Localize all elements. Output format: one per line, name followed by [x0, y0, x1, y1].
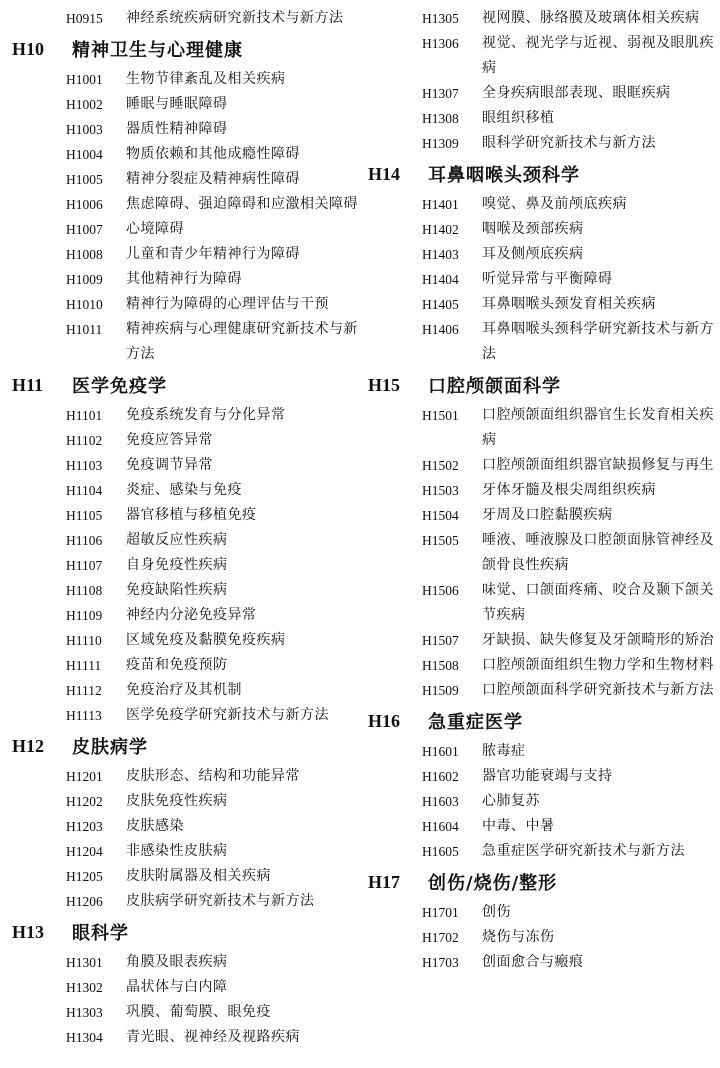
list-item [12, 578, 362, 603]
item-name: 耳及侧颅底疾病 [482, 246, 584, 262]
item-code: H1003 [66, 122, 103, 137]
item-code: H1602 [422, 769, 459, 784]
item-code: H1002 [66, 97, 103, 112]
list-item [12, 1025, 362, 1050]
item-name: 口腔颅颌面科学研究新技术与新方法 [482, 682, 714, 698]
item-code: H1605 [422, 844, 459, 859]
item-code: H1103 [66, 458, 103, 473]
list-item [368, 131, 714, 156]
list-item [12, 6, 362, 31]
item-code: H1603 [422, 794, 459, 809]
item-code: H1007 [66, 222, 103, 237]
section-code: H15 [368, 374, 401, 395]
list-item [368, 217, 714, 242]
item-name: 免疫治疗及其机制 [126, 682, 242, 698]
item-code: H1206 [66, 894, 103, 909]
section-h12 [12, 728, 362, 914]
list-item [12, 628, 362, 653]
item-code: H1403 [422, 247, 459, 262]
item-code: H1204 [66, 844, 103, 859]
list-item [12, 292, 362, 317]
item-name: 咽喉及颈部疾病 [482, 221, 584, 237]
item-name: 儿童和青少年精神行为障碍 [126, 246, 300, 262]
item-name: 精神分裂症及精神病性障碍 [126, 171, 300, 187]
item-code: H1501 [422, 408, 459, 423]
item-name: 牙体牙髓及根尖周组织疾病 [482, 482, 656, 498]
section-title: 皮肤病学 [72, 737, 148, 758]
item-name: 炎症、感染与免疫 [126, 482, 242, 498]
list-item [368, 317, 714, 367]
item-code: H1006 [66, 197, 103, 212]
list-item [12, 217, 362, 242]
item-name: 口腔颅颌面组织器官生长发育相关疾病 [482, 407, 714, 448]
list-item [368, 453, 714, 478]
item-name: 眼组织移植 [482, 110, 555, 126]
list-item [12, 839, 362, 864]
list-item [368, 503, 714, 528]
section-heading [12, 31, 362, 67]
list-item [12, 403, 362, 428]
list-item [368, 739, 714, 764]
item-name: 视觉、视光学与近视、弱视及眼肌疾病 [482, 35, 714, 76]
section-title: 耳鼻咽喉头颈科学 [428, 165, 580, 186]
list-item [12, 428, 362, 453]
item-code: H1401 [422, 197, 459, 212]
section-h10 [12, 31, 362, 367]
item-name: 口腔颅颌面组织生物力学和生物材料 [482, 657, 714, 673]
item-name: 免疫调节异常 [126, 457, 213, 473]
item-code: H1110 [66, 633, 102, 648]
section-h13 [12, 914, 362, 1050]
item-name: 皮肤附属器及相关疾病 [126, 868, 271, 884]
list-item [368, 628, 714, 653]
item-code: H1108 [66, 583, 103, 598]
item-code: H1008 [66, 247, 103, 262]
list-item [12, 889, 362, 914]
list-item [368, 267, 714, 292]
list-item [12, 528, 362, 553]
item-name: 听觉异常与平衡障碍 [482, 271, 613, 287]
item-code: H1502 [422, 458, 459, 473]
item-name: 其他精神行为障碍 [126, 271, 242, 287]
item-name: 嗅觉、鼻及前颅底疾病 [482, 196, 627, 212]
list-item [12, 267, 362, 292]
item-code: H1106 [66, 533, 103, 548]
item-code: H1011 [66, 322, 103, 337]
list-item [368, 653, 714, 678]
item-code: H1308 [422, 111, 459, 126]
section-heading [368, 367, 714, 403]
item-name: 皮肤免疫性疾病 [126, 793, 228, 809]
item-code: H1307 [422, 86, 459, 101]
section-heading [368, 703, 714, 739]
item-code: H1701 [422, 905, 459, 920]
list-item [12, 317, 362, 367]
section-h16 [368, 703, 714, 864]
item-code: H1111 [66, 658, 102, 673]
section-title: 医学免疫学 [72, 376, 167, 397]
item-name: 器官功能衰竭与支持 [482, 768, 613, 784]
section-heading [12, 367, 362, 403]
item-name: 耳鼻咽喉头颈发育相关疾病 [482, 296, 656, 312]
item-code: H1309 [422, 136, 459, 151]
item-code: H1109 [66, 608, 103, 623]
list-item [368, 192, 714, 217]
section-h14 [368, 156, 714, 367]
section-heading [12, 728, 362, 764]
section-code: H17 [368, 871, 401, 892]
list-item [368, 81, 714, 106]
list-item [12, 453, 362, 478]
item-code: H1506 [422, 583, 459, 598]
item-code: H1402 [422, 222, 459, 237]
item-code: H1112 [66, 683, 102, 698]
item-name: 焦虑障碍、强迫障碍和应激相关障碍 [126, 196, 358, 212]
section-title: 创伤/烧伤/整形 [428, 873, 558, 894]
item-code: H1404 [422, 272, 459, 287]
item-code: H1303 [66, 1005, 103, 1020]
item-code: H1005 [66, 172, 103, 187]
list-item [12, 553, 362, 578]
list-item [368, 6, 714, 31]
section-code: H11 [12, 374, 44, 395]
section-h15 [368, 367, 714, 703]
item-name: 精神行为障碍的心理评估与干预 [126, 296, 329, 312]
section-code: H10 [12, 38, 45, 59]
list-item [368, 403, 714, 453]
item-code: H1405 [422, 297, 459, 312]
item-name: 角膜及眼表疾病 [126, 954, 228, 970]
list-item [368, 242, 714, 267]
item-name: 急重症医学研究新技术与新方法 [482, 843, 685, 859]
right-column [368, 6, 714, 975]
section-title: 眼科学 [72, 923, 129, 944]
item-code: H1507 [422, 633, 459, 648]
section-heading [368, 864, 714, 900]
item-name: 巩膜、葡萄膜、眼免疫 [126, 1004, 271, 1020]
item-name: 免疫系统发育与分化异常 [126, 407, 286, 423]
item-name: 皮肤病学研究新技术与新方法 [126, 893, 315, 909]
item-name: 心境障碍 [126, 221, 184, 237]
item-code: H1101 [66, 408, 103, 423]
item-name: 免疫应答异常 [126, 432, 213, 448]
list-item [368, 292, 714, 317]
list-item [12, 764, 362, 789]
item-code: H1107 [66, 558, 103, 573]
item-name: 物质依赖和其他成瘾性障碍 [126, 146, 300, 162]
item-name: 神经系统疾病研究新技术与新方法 [126, 10, 344, 26]
item-code: H1105 [66, 508, 103, 523]
list-item [368, 839, 714, 864]
list-item [368, 578, 714, 628]
item-code: H1102 [66, 433, 103, 448]
item-name: 睡眠与睡眠障碍 [126, 96, 228, 112]
section-title: 口腔颅颌面科学 [428, 376, 561, 397]
item-code: H1305 [422, 11, 459, 26]
list-item [368, 900, 714, 925]
item-code: H1508 [422, 658, 459, 673]
item-name: 牙缺损、缺失修复及牙颌畸形的矫治 [482, 632, 714, 648]
item-name: 皮肤感染 [126, 818, 184, 834]
item-name: 脓毒症 [482, 743, 526, 759]
item-name: 青光眼、视神经及视路疾病 [126, 1029, 300, 1045]
list-item [12, 192, 362, 217]
item-code: H1703 [422, 955, 459, 970]
list-item [368, 925, 714, 950]
item-code: H1406 [422, 322, 459, 337]
item-name: 全身疾病眼部表现、眼眶疾病 [482, 85, 671, 101]
list-item [12, 478, 362, 503]
item-name: 视网膜、脉络膜及玻璃体相关疾病 [482, 10, 700, 26]
item-name: 自身免疫性疾病 [126, 557, 228, 573]
item-code: H1505 [422, 533, 459, 548]
item-name: 创面愈合与瘢痕 [482, 954, 584, 970]
list-item [12, 242, 362, 267]
item-name: 口腔颅颌面组织器官缺损修复与再生 [482, 457, 714, 473]
item-code: H1601 [422, 744, 459, 759]
list-item [12, 864, 362, 889]
list-item [12, 142, 362, 167]
item-code: H1604 [422, 819, 459, 834]
list-item [12, 703, 362, 728]
item-name: 创伤 [482, 904, 511, 920]
item-name: 免疫缺陷性疾病 [126, 582, 228, 598]
section-code: H13 [12, 921, 45, 942]
list-item [12, 814, 362, 839]
item-code: H1113 [66, 708, 102, 723]
list-item [12, 678, 362, 703]
item-name: 唾液、唾液腺及口腔颌面脉管神经及颌骨良性疾病 [482, 532, 714, 573]
item-code: H1203 [66, 819, 103, 834]
item-code: H1304 [66, 1030, 103, 1045]
item-code: H1001 [66, 72, 103, 87]
continued-items [368, 6, 714, 156]
list-item [368, 764, 714, 789]
list-item [368, 678, 714, 703]
list-item [368, 478, 714, 503]
item-name: 疫苗和免疫预防 [126, 657, 228, 673]
item-name: 精神疾病与心理健康研究新技术与新方法 [126, 321, 358, 362]
list-item [368, 789, 714, 814]
item-code: H0915 [66, 11, 103, 26]
left-column [12, 6, 362, 1050]
continued-items [12, 6, 362, 31]
section-heading [12, 914, 362, 950]
list-item [12, 117, 362, 142]
section-title: 精神卫生与心理健康 [72, 40, 243, 61]
list-item [12, 92, 362, 117]
list-item [12, 1000, 362, 1025]
item-code: H1010 [66, 297, 103, 312]
item-name: 器质性精神障碍 [126, 121, 228, 137]
list-item [12, 67, 362, 92]
item-name: 烧伤与冻伤 [482, 929, 555, 945]
list-item [12, 653, 362, 678]
item-code: H1503 [422, 483, 459, 498]
item-name: 皮肤形态、结构和功能异常 [126, 768, 300, 784]
item-code: H1201 [66, 769, 103, 784]
item-name: 非感染性皮肤病 [126, 843, 228, 859]
item-name: 医学免疫学研究新技术与新方法 [126, 707, 329, 723]
list-item [368, 950, 714, 975]
section-h17 [368, 864, 714, 975]
item-name: 味觉、口颌面疼痛、咬合及颞下颌关节疾病 [482, 582, 714, 623]
item-name: 器官移植与移植免疫 [126, 507, 257, 523]
item-name: 中毒、中暑 [482, 818, 555, 834]
list-item [368, 31, 714, 81]
item-code: H1302 [66, 980, 103, 995]
item-name: 神经内分泌免疫异常 [126, 607, 257, 623]
item-code: H1104 [66, 483, 103, 498]
list-item [12, 503, 362, 528]
section-code: H12 [12, 735, 45, 756]
item-code: H1702 [422, 930, 459, 945]
item-name: 生物节律紊乱及相关疾病 [126, 71, 286, 87]
list-item [12, 975, 362, 1000]
section-title: 急重症医学 [428, 712, 523, 733]
section-code: H14 [368, 163, 401, 184]
item-name: 超敏反应性疾病 [126, 532, 228, 548]
section-code: H16 [368, 710, 401, 731]
item-code: H1301 [66, 955, 103, 970]
section-heading [368, 156, 714, 192]
section-h11 [12, 367, 362, 728]
item-code: H1004 [66, 147, 103, 162]
item-code: H1306 [422, 36, 459, 51]
item-name: 心肺复苏 [482, 793, 540, 809]
list-item [12, 603, 362, 628]
item-name: 耳鼻咽喉头颈科学研究新技术与新方法 [482, 321, 714, 362]
item-code: H1504 [422, 508, 459, 523]
item-code: H1205 [66, 869, 103, 884]
item-name: 晶状体与白内障 [126, 979, 228, 995]
list-item [368, 814, 714, 839]
list-item [12, 789, 362, 814]
item-code: H1202 [66, 794, 103, 809]
list-item [368, 106, 714, 131]
list-item [12, 167, 362, 192]
item-code: H1009 [66, 272, 103, 287]
item-name: 牙周及口腔黏膜疾病 [482, 507, 613, 523]
list-item [12, 950, 362, 975]
list-item [368, 528, 714, 578]
item-name: 眼科学研究新技术与新方法 [482, 135, 656, 151]
item-name: 区域免疫及黏膜免疫疾病 [126, 632, 286, 648]
item-code: H1509 [422, 683, 459, 698]
